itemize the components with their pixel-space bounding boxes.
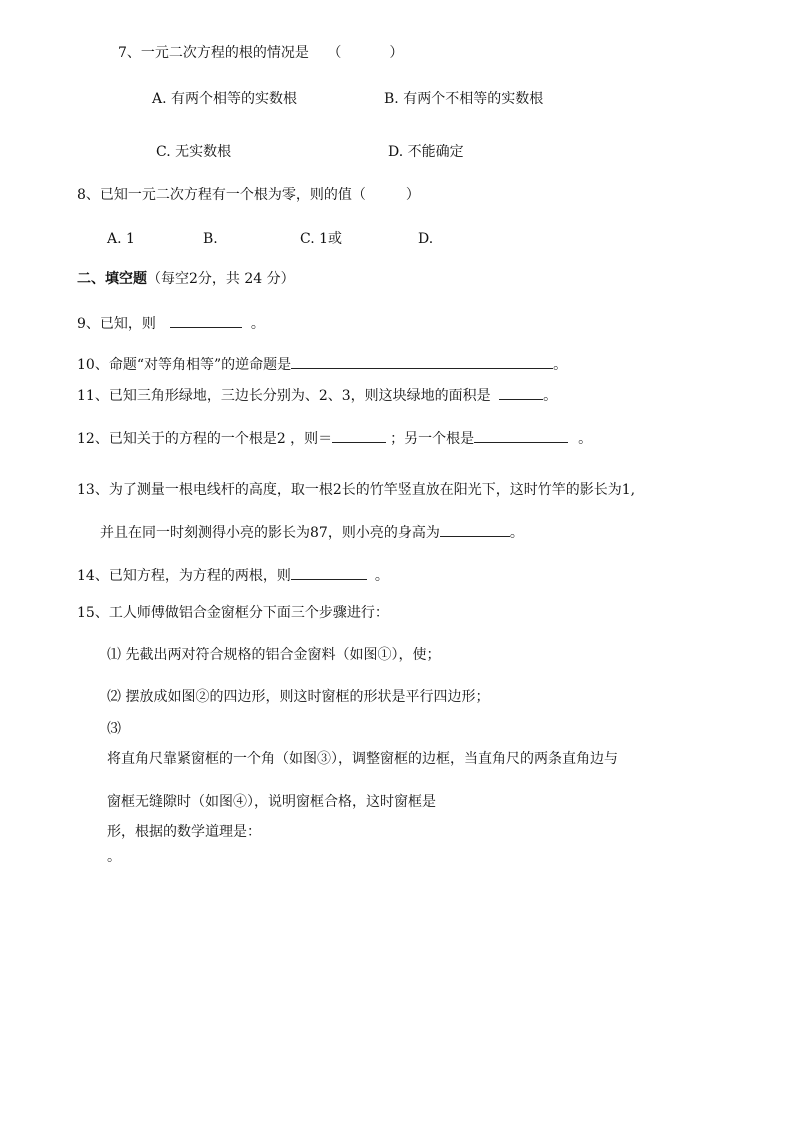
q9-line — [77, 313, 265, 333]
q10-answer-blank[interactable] — [291, 354, 553, 369]
q9-answer-blank[interactable] — [170, 313, 242, 328]
q14-end: 。 — [374, 568, 389, 584]
q10-line — [77, 354, 567, 374]
q13-stem-2: 并且在同一时刻测得小亮的影长为87，则小亮的身高为 — [100, 525, 440, 541]
q15-step-1: ⑴ 先截出两对符合规格的铝合金窗料（如图①），使； — [107, 647, 441, 663]
q7-option-b: B. 有两个不相等的实数根 — [384, 91, 544, 107]
q12-answer-blank-1[interactable] — [332, 428, 386, 443]
q7-option-a: A. 有两个相等的实数根 — [152, 91, 298, 107]
q14-line — [77, 565, 389, 585]
q12-stem: 12、已知关于的方程的一个根是2 ，则＝ — [77, 431, 333, 447]
q13-end: 。 — [509, 525, 524, 541]
q8-option-b: B. — [203, 231, 218, 247]
q11-line — [77, 385, 557, 405]
q8-option-a: A. 1 — [107, 231, 135, 247]
q15-step-3-line-1: 将直角尺靠紧窗框的一个角（如图③），调整窗框的边框，当直角尺的两条直角边与 — [107, 751, 618, 767]
q8-stem-line — [77, 186, 420, 204]
section-title: 二、填空题 — [77, 271, 147, 287]
q15-step-2: ⑵ 摆放成如图②的四边形，则这时窗框的形状是平行四边形； — [107, 689, 490, 705]
q8-option-c: C. 1或 — [300, 231, 343, 247]
q8-option-d: D. — [418, 231, 434, 247]
q13-line-2 — [100, 522, 524, 542]
q15-stem: 15、工人师傅做铝合金窗框分下面三个步骤进行： — [77, 605, 389, 621]
q12-answer-blank-2[interactable] — [474, 428, 568, 443]
q15-step-3-line-4: 。 — [107, 849, 121, 865]
q10-stem: 10、命题“对等角相等”的逆命题是 — [77, 357, 292, 373]
q8-paren-close: ） — [405, 187, 420, 203]
q11-end: 。 — [543, 388, 558, 404]
q7-stem: 7、一元二次方程的根的情况是 — [118, 45, 309, 61]
q13-answer-blank[interactable] — [440, 522, 510, 537]
q10-end: 。 — [553, 357, 568, 373]
q13-line-1: 13、为了测量一根电线杆的高度，取一根2长的竹竿竖直放在阳光下，这时竹竿的影长为1, — [77, 482, 636, 498]
q12-mid: ；另一个根是 — [390, 431, 475, 447]
q9-end: 。 — [250, 316, 265, 332]
section-heading — [77, 270, 295, 288]
q12-end: 。 — [578, 431, 593, 447]
q7-option-c: C. 无实数根 — [156, 144, 232, 160]
q11-stem: 11、已知三角形绿地，三边长分别为、2、3，则这块绿地的面积是 — [77, 388, 491, 404]
q7-stem-line — [118, 44, 403, 62]
q14-answer-blank[interactable] — [291, 565, 367, 580]
q9-stem: 9、已知，则 — [77, 316, 156, 332]
section-note: （每空2分，共 24 分） — [147, 271, 295, 287]
q7-option-d: D. 不能确定 — [388, 144, 464, 160]
q15-step-3-number: ⑶ — [107, 721, 121, 737]
q12-line — [77, 428, 592, 448]
q15-step-3-line-3: 形，根据的数学道理是： — [107, 824, 261, 840]
q11-answer-blank[interactable] — [499, 385, 543, 400]
q7-answer-paren: （ ） — [327, 45, 404, 61]
q14-stem: 14、已知方程，为方程的两根，则 — [77, 568, 291, 584]
q15-step-3-line-2: 窗框无缝隙时（如图④），说明窗框合格，这时窗框是 — [107, 794, 436, 810]
q8-stem: 8、已知一元二次方程有一个根为零，则的值（ — [77, 187, 366, 203]
